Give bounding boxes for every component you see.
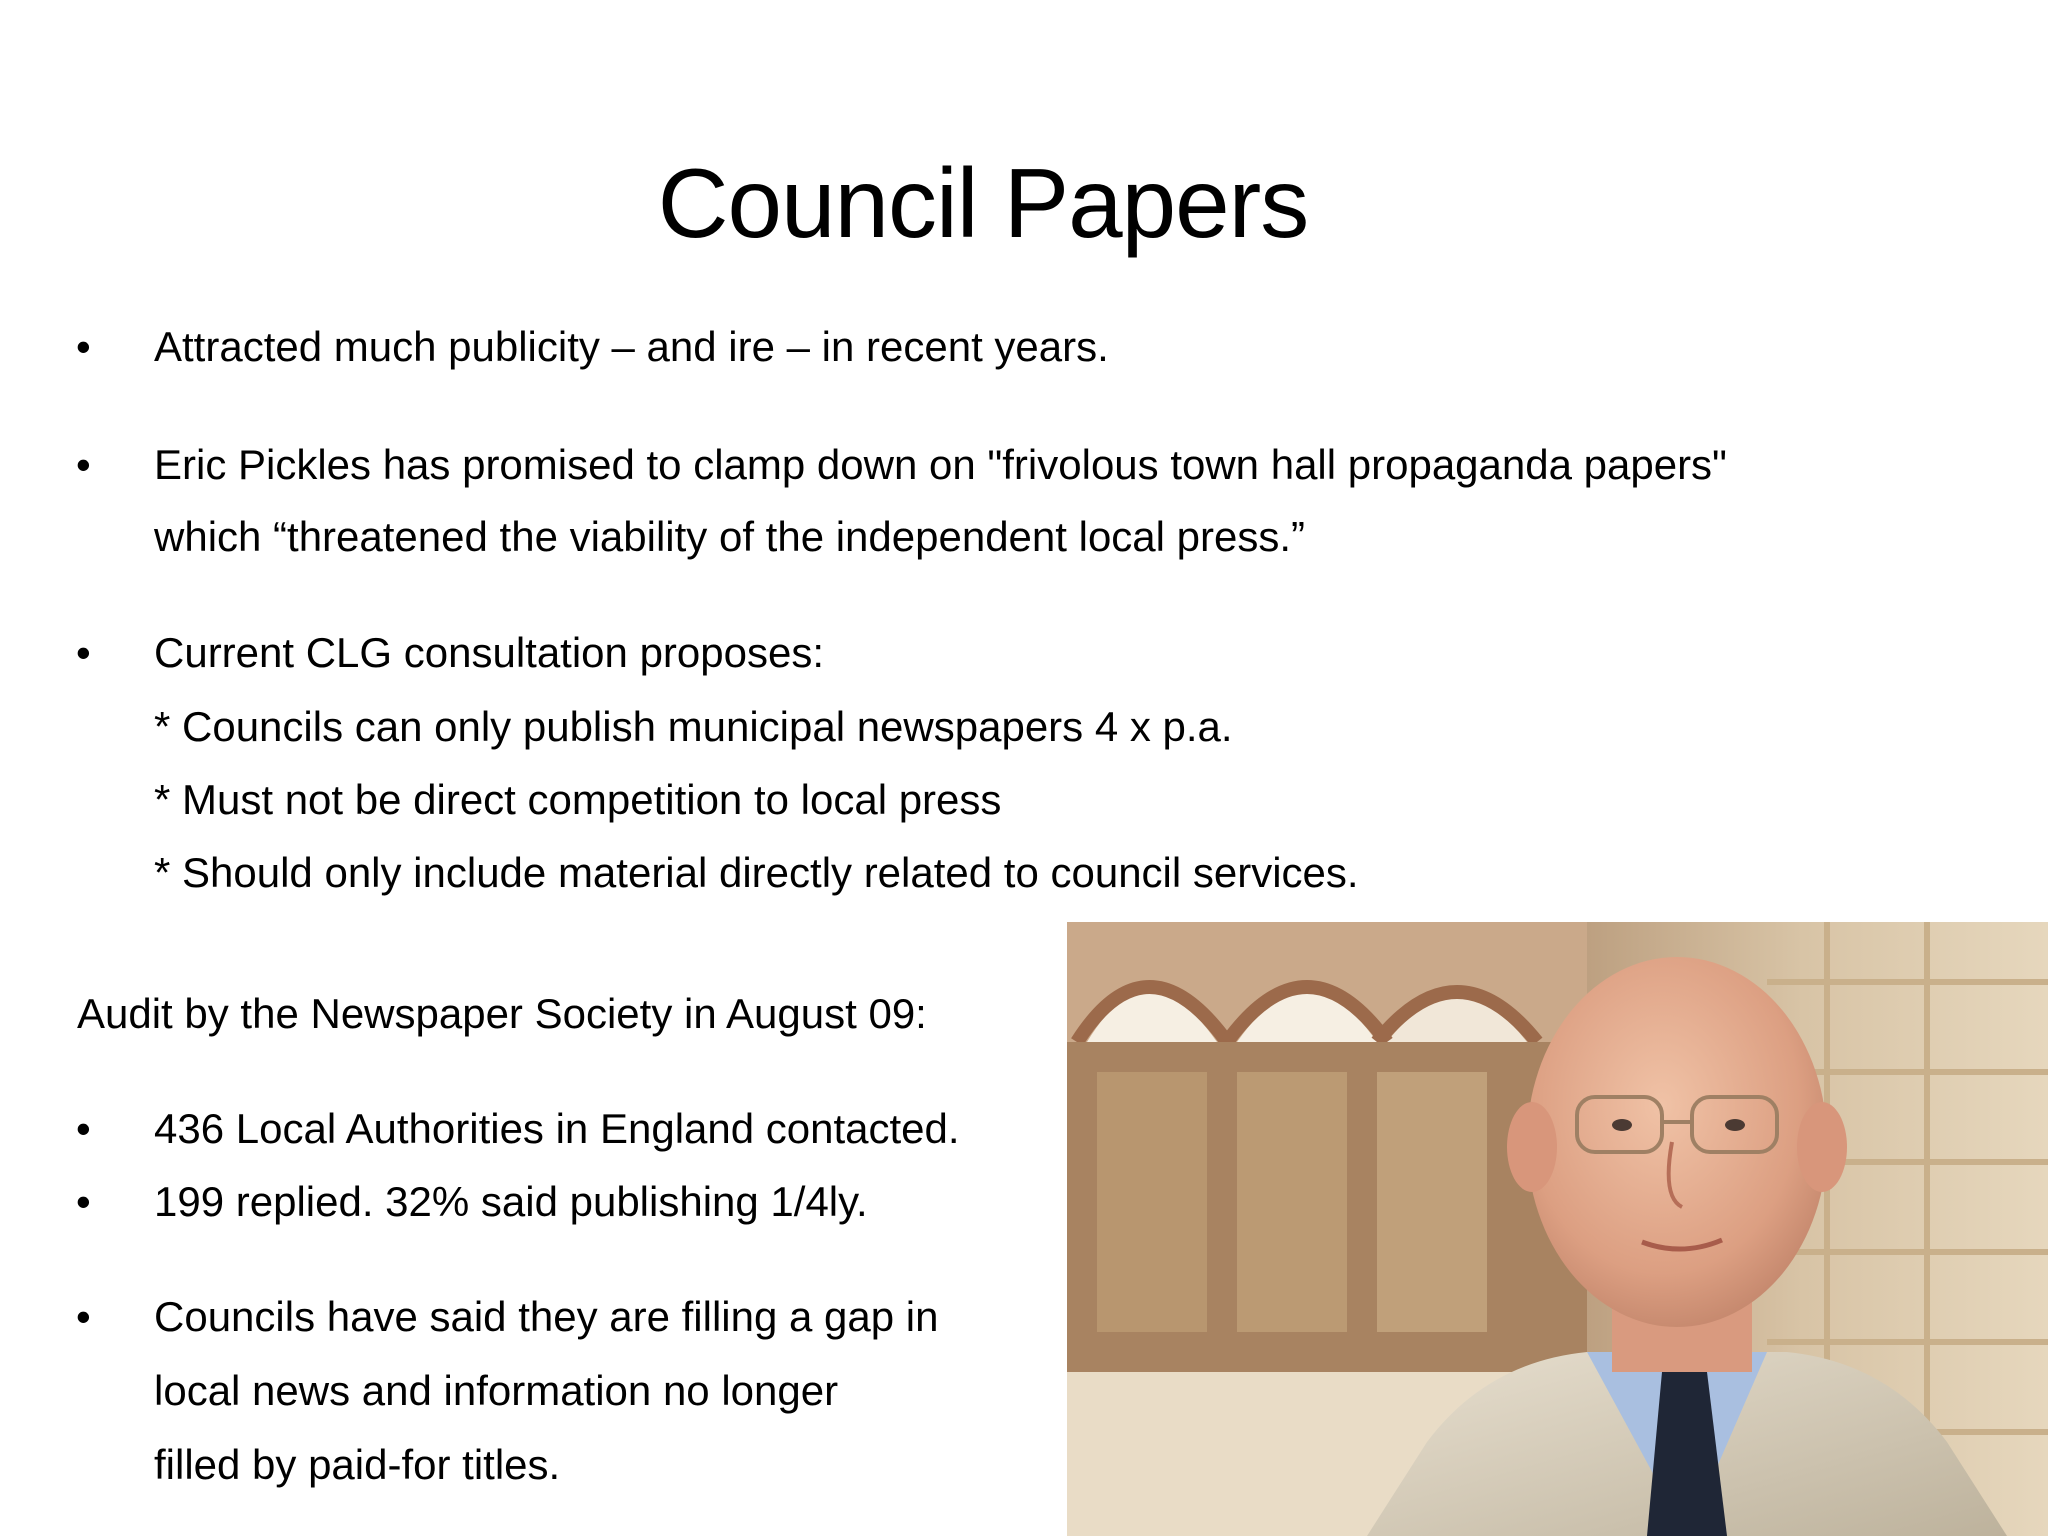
bullet-marker: • [76,323,91,370]
bullet-text: Attracted much publicity – and ire – in recent years. [154,323,1109,370]
portrait-illustration [1067,922,2048,1536]
sub-item: * Must not be direct competition to local press [154,776,1002,823]
bullet-text: local news and information no longer [154,1367,839,1414]
bullet-text: which “threatened the viability of the independent local press.” [154,513,1306,560]
bullet-text: 436 Local Authorities in England contacted. [154,1105,960,1152]
bullet-marker: • [76,441,91,488]
bullet-marker: • [76,1293,91,1340]
bullet-text: 199 replied. 32% said publishing 1/4ly. [154,1178,868,1225]
sub-item: * Councils can only publish municipal newspapers 4 x p.a. [154,703,1233,750]
sub-item: * Should only include material directly related to council services. [154,849,1359,896]
audit-heading: Audit by the Newspaper Society in August 09: [77,990,927,1037]
bullet-marker: • [76,629,91,676]
bullet-text: Current CLG consultation proposes: [154,629,825,676]
bullet-text: filled by paid-for titles. [154,1441,561,1488]
bullet-text: Councils have said they are filling a gap in [154,1293,939,1340]
bullet-text: Eric Pickles has promised to clamp down on "frivolous town hall propaganda papers" [154,441,1727,488]
slide-title: Council Papers [657,148,1309,258]
bullet-marker: • [76,1178,91,1225]
portrait-photo [1067,922,2048,1536]
bullet-marker: • [76,1105,91,1152]
